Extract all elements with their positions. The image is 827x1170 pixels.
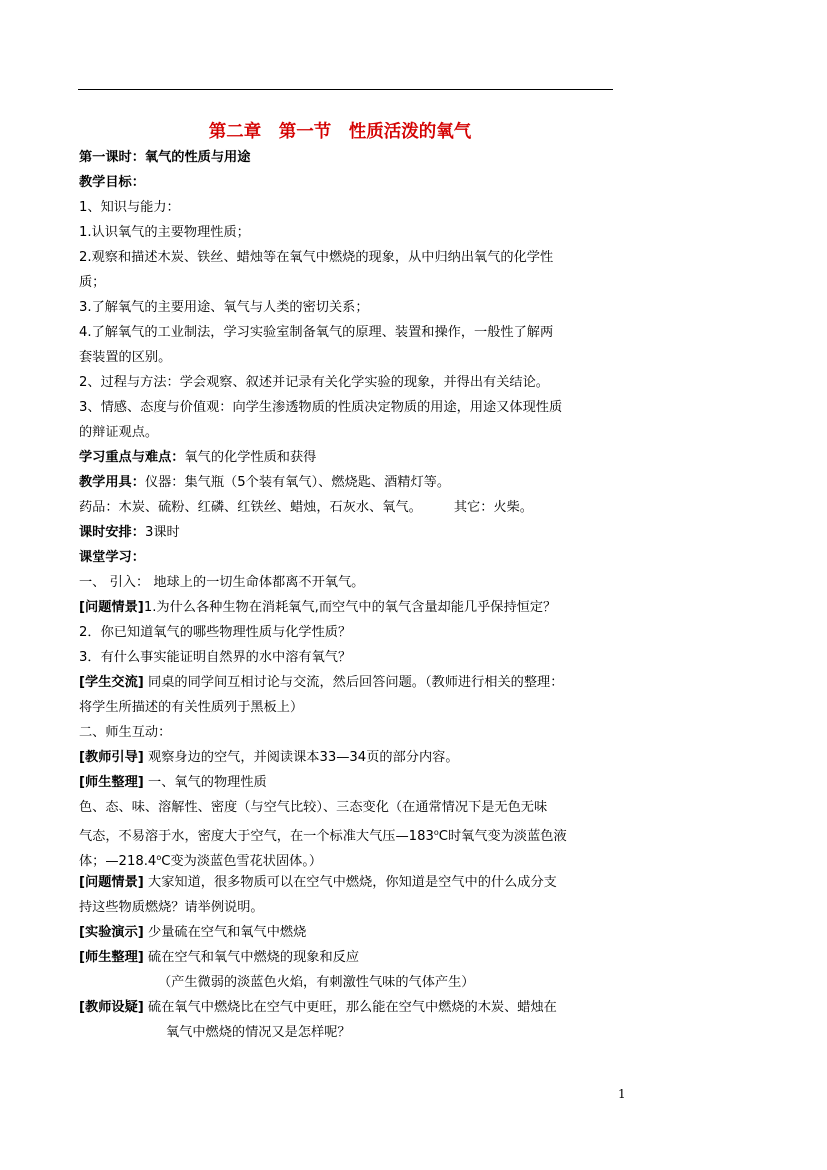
- schedule-text: 3课时: [144, 525, 180, 540]
- doubt-tag: [教师设疑]: [79, 1000, 144, 1015]
- interaction-heading: 二、师生互动：: [79, 725, 172, 740]
- goal-k2: 2.观察和描述木炭、铁丝、蜡烛等在氧气中燃烧的现象，从中归纳出氧气的化学性: [79, 250, 554, 265]
- goal-k1: 1.认识氧气的主要物理性质；: [79, 225, 250, 240]
- goal-knowledge-heading: 1、知识与能力：: [79, 200, 180, 215]
- reagents-line: [79, 499, 533, 517]
- phys-line-2-pre: 气态，不易溶于水，密度大于空气，在一个标准大气压—183: [79, 829, 434, 844]
- lesson-heading: 第一课时：氧气的性质与用途: [79, 150, 251, 165]
- header-rule: [78, 89, 613, 90]
- doubt-text: 硫在氧气中燃烧比在空气中更旺，那么能在空气中燃烧的木炭、蜡烛在: [143, 1000, 557, 1015]
- degree-sup: o: [433, 828, 439, 837]
- physical-props-line-2: [79, 824, 567, 846]
- teacher-doubt: [79, 999, 557, 1017]
- physical-props-line-1: 色、态、味、溶解性、密度（与空气比较）、三态变化（在通常情况下是无色无味: [79, 800, 548, 815]
- teacher-guide: [79, 749, 459, 767]
- classroom-heading: 课堂学习：: [79, 550, 145, 565]
- question-3: 3．有什么事实能证明自然界的水中溶有氧气？: [79, 650, 352, 665]
- key-points: [79, 449, 316, 467]
- experiment-demo: [79, 924, 306, 942]
- page-number: 1: [618, 1087, 626, 1101]
- degree-sup: o: [156, 853, 162, 862]
- tools-line: [79, 474, 450, 492]
- page-title: 第二章 第一节 性质活泼的氧气: [208, 122, 472, 142]
- phys-line-3-pre: 体；—218.4: [79, 854, 157, 869]
- question-4-tag: [问题情景]: [79, 875, 144, 890]
- question-1-text: 1.为什么各种生物在消耗氧气,而空气中的氧气含量却能几乎保持恒定？: [143, 600, 557, 615]
- exchange-text: 同桌的同学间互相讨论与交流，然后回答问题。（教师进行相关的整理：: [143, 675, 564, 690]
- summary-2-tag: [师生整理]: [79, 950, 144, 965]
- goal-k4: 4.了解氧气的工业制法，学习实验室制备氧气的原理、装置和操作，一般性了解两: [79, 325, 554, 340]
- goal-k4-cont: 套装置的区别。: [79, 350, 172, 365]
- question-4: [79, 874, 557, 892]
- guide-tag: [教师引导]: [79, 750, 144, 765]
- summary-2-detail: （产生微弱的淡蓝色火焰，有刺激性气味的气体产生）: [158, 975, 475, 990]
- teacher-doubt-cont: 氧气中燃烧的情况又是怎样呢？: [166, 1025, 351, 1040]
- key-points-label: 学习重点与难点：: [79, 450, 185, 465]
- tools-instruments: 仪器：集气瓶（5个装有氧气）、燃烧匙、酒精灯等。: [144, 475, 451, 490]
- goals-heading: 教学目标：: [79, 175, 145, 190]
- tools-reagents: 药品：木炭、硫粉、红磷、红铁丝、蜡烛，石灰水、氧气。: [79, 500, 422, 515]
- question-tag: [问题情景]: [79, 600, 144, 615]
- student-exchange-cont: 将学生所描述的有关性质列于黑板上）: [79, 700, 304, 715]
- goal-k2-cont: 质；: [79, 275, 106, 290]
- schedule-line: [79, 524, 180, 542]
- summary-1: [79, 774, 267, 792]
- tools-label: 教学用具：: [79, 475, 145, 490]
- question-1: [79, 599, 556, 617]
- key-points-text: 氧气的化学性质和获得: [184, 450, 317, 465]
- guide-text: 观察身边的空气，并阅读课本33—34页的部分内容。: [143, 750, 459, 765]
- summary-2: [79, 949, 359, 967]
- summary-1-text: 一、氧气的物理性质: [143, 775, 267, 790]
- goal-emotion: 3、情感、态度与价值观：向学生渗透物质的性质决定物质的用途，用途又体现性质: [79, 400, 563, 415]
- physical-props-line-3: [79, 849, 322, 871]
- goal-emotion-cont: 的辩证观点。: [79, 425, 159, 440]
- tools-other: 其它：火柴。: [453, 500, 533, 515]
- student-exchange: [79, 674, 563, 692]
- summary-1-tag: [师生整理]: [79, 775, 144, 790]
- demo-tag: [实验演示]: [79, 925, 144, 940]
- goal-process: 2、过程与方法：学会观察、叙述并记录有关化学实验的现象，并得出有关结论。: [79, 375, 549, 390]
- phys-line-3-post: C变为淡蓝色雪花状固体。）: [161, 854, 323, 869]
- demo-text: 少量硫在空气和氧气中燃烧: [143, 925, 307, 940]
- intro-line: 一、 引入： 地球上的一切生命体都离不开氧气。: [79, 575, 365, 590]
- schedule-label: 课时安排：: [79, 525, 145, 540]
- question-4-cont: 持这些物质燃烧？请举例说明。: [79, 900, 264, 915]
- summary-2-text: 硫在空气和氧气中燃烧的现象和反应: [143, 950, 360, 965]
- phys-line-2-post: C时氧气变为淡蓝色液: [438, 829, 567, 844]
- question-4-text: 大家知道，很多物质可以在空气中燃烧，你知道是空气中的什么成分支: [143, 875, 557, 890]
- goal-k3: 3.了解氧气的主要用途、氧气与人类的密切关系；: [79, 300, 369, 315]
- exchange-tag: [学生交流]: [79, 675, 144, 690]
- question-2: 2．你已知道氧气的哪些物理性质与化学性质？: [79, 625, 352, 640]
